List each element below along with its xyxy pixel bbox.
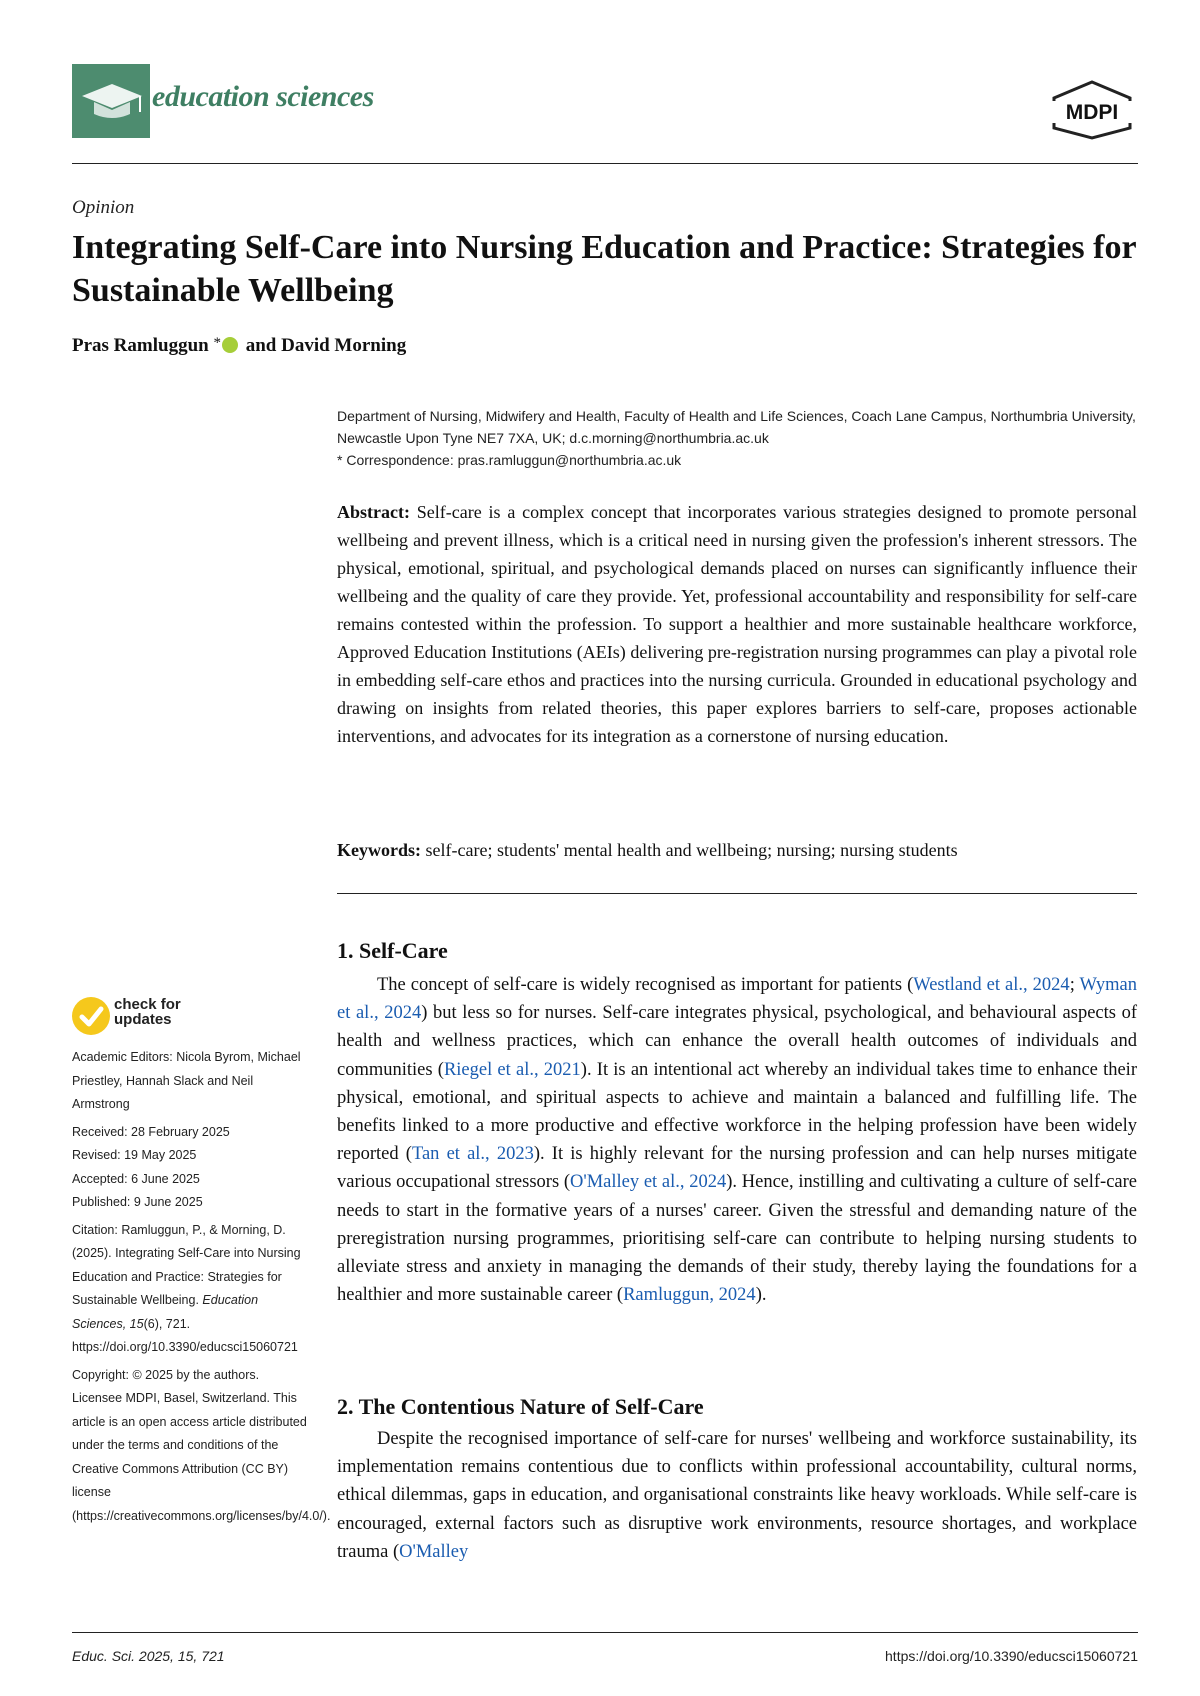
paragraph-text: ) but less so for nurses. Self-care integrates physical, psychological, and behavioural aspects of health and wellness practices, which can enhance the overall health outcomes of individuals and communities ( <box>337 1003 1137 1080</box>
paragraph-text: ). <box>755 1285 767 1306</box>
paragraph-text: ). It is highly relevant for the nursing profession and can help nurses mitigate various occupational stressors ( <box>337 1144 1137 1193</box>
footer-doi-link[interactable]: https://doi.org/10.3390/educsci15060721 <box>885 1648 1138 1664</box>
citation-journal: Education Sciences, 15 <box>72 1293 259 1331</box>
received-date: Received: 28 February 2025 <box>72 1124 230 1139</box>
author-list <box>72 335 406 357</box>
citation-link[interactable]: O'Malley et al., 2024 <box>570 1172 727 1193</box>
journal-name[interactable]: education sciences <box>152 80 374 113</box>
revised-date: Revised: 19 May 2025 <box>72 1148 197 1162</box>
citation-link[interactable]: Wyman et al., 2024 <box>337 975 1137 1024</box>
citation-text: Citation: Ramluggun, P., & Morning, D. (2025). Integrating Self-Care into Nursing Education and Practice: Strategies for Sustainable Wellbeing. <box>72 1222 301 1307</box>
author-conjunction: and <box>240 335 282 356</box>
affiliation-block <box>337 405 1137 471</box>
check-updates-line1: check for <box>114 996 181 1013</box>
published-date: Published: 9 June 2025 <box>72 1195 203 1209</box>
section-heading: 1. Self-Care <box>337 938 448 963</box>
paragraph-text: ; <box>1069 975 1080 995</box>
keywords-text: self-care; students' mental health and wellbeing; nursing; nursing students <box>425 840 958 860</box>
paragraph-text: Despite the recognised importance of self-care for nurses' wellbeing and workforce sustainability, its implementation remains contentious due to conflicts within professional accountability, cultural norms, ethical dilemmas, gaps in education, and organisational constraints like heavy workloads. While self-care is encouraged, external factors such as disruptive work environments, resource shortages, and workplace trauma ( <box>337 1429 1137 1562</box>
citation-link[interactable]: O'Malley <box>399 1541 469 1562</box>
orcid-icon[interactable] <box>222 337 238 353</box>
check-updates-line2: updates <box>114 1011 172 1028</box>
abstract-text: Self-care is a complex concept that incorporates various strategies designed to promote personal wellbeing and prevent illness, which is a critical need in nursing given the profession's inherent stressors. The physical, emotional, spiritual, and psychological demands placed on nurses can significantly influence their wellbeing and the quality of care they provide. Yet, professional accountability and responsibility for self-care remains contested within the profession. To support a healthier and more sustainable healthcare workforce, Approved Education Institutions (AEIs) delivering pre-registration nursing programmes can play a pivotal role in embedding self-care ethos and practices into the nursing curricula. Grounded in educational psychology and drawing on insights from related theories, this paper explores barriers to self-care, proposes actionable interventions, and advocates for its integration as a cornerstone of nursing education. <box>337 502 1138 746</box>
footer-citation: Educ. Sci. 2025, 15, 721 <box>72 1648 225 1664</box>
dates-block <box>72 1121 312 1215</box>
citation-doi[interactable]: (6), 721. https://doi.org/10.3390/educsci15060721 <box>72 1316 298 1354</box>
accepted-date: Accepted: 6 June 2025 <box>72 1171 200 1186</box>
paragraph-text: ). Hence, instilling and cultivating a culture of self-care needs to start in the formative years of a nurses' career. Given the stressful and demanding nature of the preregistration nursing programmes, prioritising self-care can contribute to helping nursing students to alleviate stress and anxiety in managing the demands of their study, thereby laying the foundations for a healthier and more sustainable career ( <box>337 1172 1137 1306</box>
graduation-cap-icon <box>72 64 150 138</box>
paragraph-text: ). It is an intentional act whereby an individual takes time to enhance their physical, emotional, and spiritual aspects to achieve and maintain a balanced and fulfilling life. The benefits linked to a more productive and effective workforce in the helping profession have been widely reported ( <box>337 1059 1137 1165</box>
section-heading: 2. The Contentious Nature of Self-Care <box>337 1394 704 1419</box>
check-icon <box>72 997 110 1035</box>
mdpi-text: MDPI <box>1065 101 1119 124</box>
corresponding-mark: * <box>213 335 221 351</box>
section-paragraph <box>337 1425 1137 1566</box>
article-info-sidebar <box>72 1046 331 1532</box>
copyright: Copyright: © 2025 by the authors. Licensee MDPI, Basel, Switzerland. This article is an open access article distributed under the terms and conditions of the Creative Commons Attribution (CC BY) license (https://creativecommons.org/licenses/by/4.0/). <box>72 1367 331 1523</box>
article-title: Integrating Self-Care into Nursing Education and Practice: Strategies for Sustainable Wellbeing <box>72 229 1136 309</box>
paragraph-text: The concept of self-care is widely recognised as important for patients ( <box>377 975 914 995</box>
check-for-updates-badge[interactable] <box>72 995 182 1039</box>
citation-link[interactable]: Tan et al., 2023 <box>411 1144 534 1165</box>
check-updates-text <box>114 997 181 1027</box>
correspondence: * Correspondence: pras.ramluggun@northumbria.ac.uk <box>337 452 682 468</box>
abstract-label: Abstract: <box>337 502 410 522</box>
article-type: Opinion <box>72 197 135 218</box>
abstract-rule <box>337 893 1137 894</box>
section-paragraph <box>337 971 1137 1309</box>
journal-logo <box>72 64 150 138</box>
affiliation: Department of Nursing, Midwifery and Health, Faculty of Health and Life Sciences, Coach Lane Campus, Northumbria University, Newcastle Upon Tyne NE7 7XA, UK; d.c.morning@northumbria.ac.uk <box>337 408 1136 446</box>
author-name[interactable]: David Morning <box>281 335 407 356</box>
citation-link[interactable]: Westland et al., 2024 <box>913 975 1070 995</box>
mdpi-logo[interactable] <box>1046 80 1138 140</box>
header-rule <box>72 163 1138 164</box>
keywords-label: Keywords: <box>337 840 421 860</box>
abstract <box>337 498 1137 750</box>
author-name[interactable]: Pras Ramluggun <box>72 335 209 356</box>
footer-rule <box>72 1632 1138 1633</box>
keywords <box>337 836 1137 864</box>
citation <box>72 1219 312 1360</box>
citation-link[interactable]: Riegel et al., 2021 <box>443 1059 581 1080</box>
academic-editors: Academic Editors: Nicola Byrom, Michael Priestley, Hannah Slack and Neil Armstrong <box>72 1050 301 1111</box>
citation-link[interactable]: Ramluggun, 2024 <box>623 1285 756 1306</box>
